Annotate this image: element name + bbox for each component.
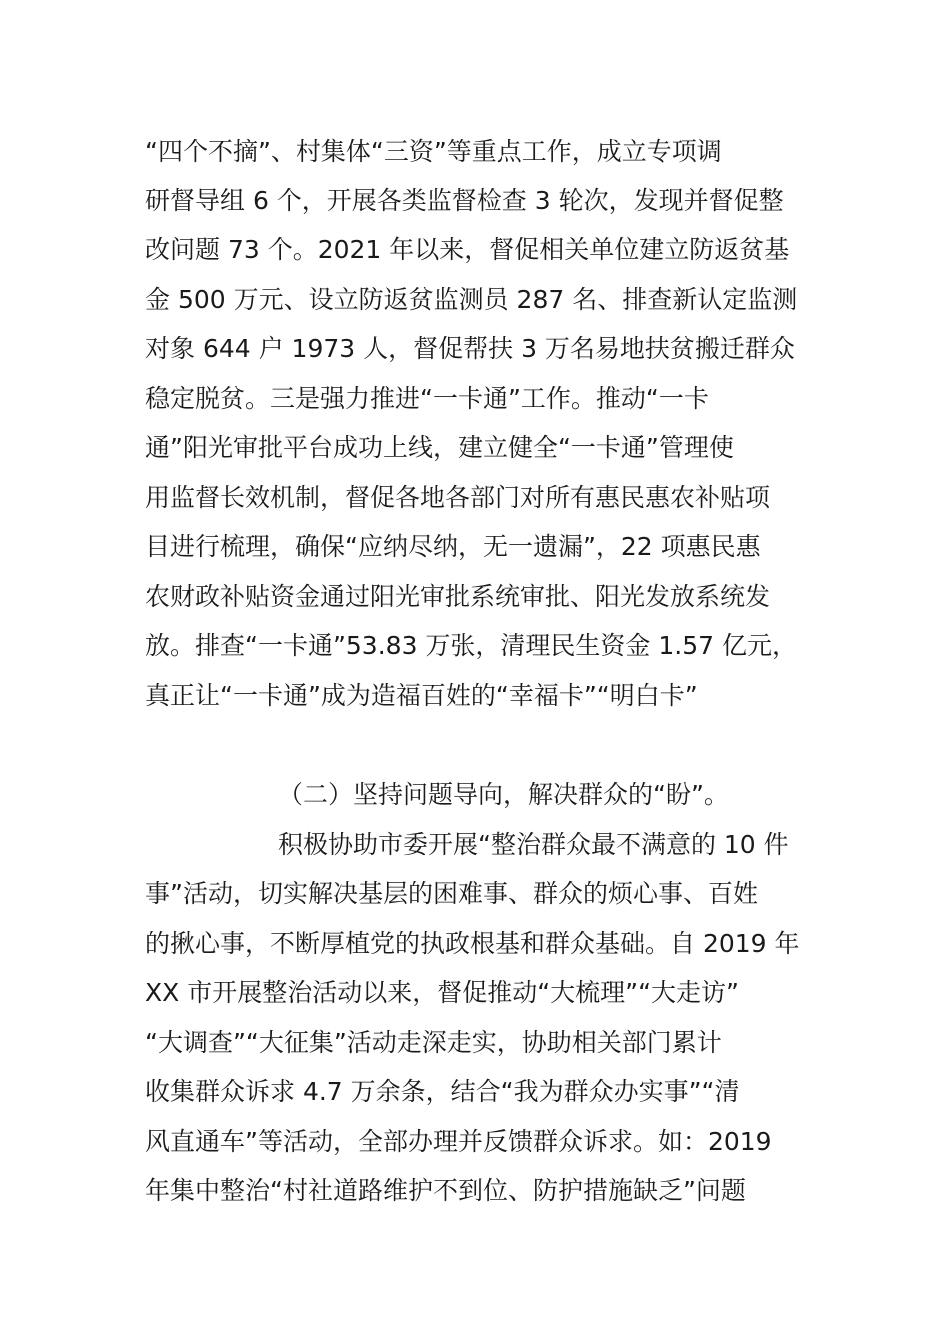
paragraph-line: 改问题 73 个。2021 年以来，督促相关单位建立防返贫基 (145, 235, 790, 264)
paragraph-line: 对象 644 户 1973 人，督促帮扶 3 万名易地扶贫搬迁群众 (145, 334, 795, 363)
paragraph-line: 农财政补贴资金通过阳光审批系统审批、阳光发放系统发 (145, 582, 771, 611)
paragraph-line: 事”活动，切实解决基层的困难事、群众的烦心事、百姓 (145, 879, 758, 908)
paragraph-line: 通”阳光审批平台成功上线，建立健全“一卡通”管理使 (145, 433, 734, 462)
section-heading: （二）坚持问题导向，解决群众的“盼”。 (278, 780, 729, 809)
paragraph-line: 年集中整治“村社道路维护不到位、防护措施缺乏”问题 (145, 1176, 746, 1205)
paragraph-line: 的揪心事，不断厚植党的执政根基和群众基础。自 2019 年 (145, 929, 800, 958)
paragraph-line: 稳定脱贫。三是强力推进“一卡通”工作。推动“一卡 (145, 384, 709, 413)
paragraph-line: 真正让“一卡通”成为造福百姓的“幸福卡”“明白卡” (145, 681, 698, 710)
paragraph-line: 放。排查“一卡通”53.83 万张，清理民生资金 1.57 亿元， (145, 631, 797, 660)
paragraph-line: 收集群众诉求 4.7 万余条，结合“我为群众办实事”“清 (145, 1077, 740, 1106)
paragraph-line: “大调查”“大征集”活动走深走实，协助相关部门累计 (145, 1028, 722, 1057)
paragraph-line: 用监督长效机制，督促各地各部门对所有惠民惠农补贴项 (145, 483, 771, 512)
paragraph-line: 金 500 万元、设立防返贫监测员 287 名、排查新认定监测 (145, 285, 798, 314)
paragraph-line: 研督导组 6 个，开展各类监督检查 3 轮次，发现并督促整 (145, 186, 784, 215)
paragraph-line: 目进行梳理，确保“应纳尽纳，无一遗漏”，22 项惠民惠 (145, 532, 761, 561)
paragraph-line: XX 市开展整治活动以来，督促推动“大梳理”“大走访” (145, 978, 740, 1007)
paragraph-line: 积极协助市委开展“整治群众最不满意的 10 件 (278, 830, 789, 859)
paragraph-line: “四个不摘”、村集体“三资”等重点工作，成立专项调 (145, 137, 722, 166)
paragraph-line: 风直通车”等活动，全部办理并反馈群众诉求。如：2019 (145, 1127, 772, 1156)
